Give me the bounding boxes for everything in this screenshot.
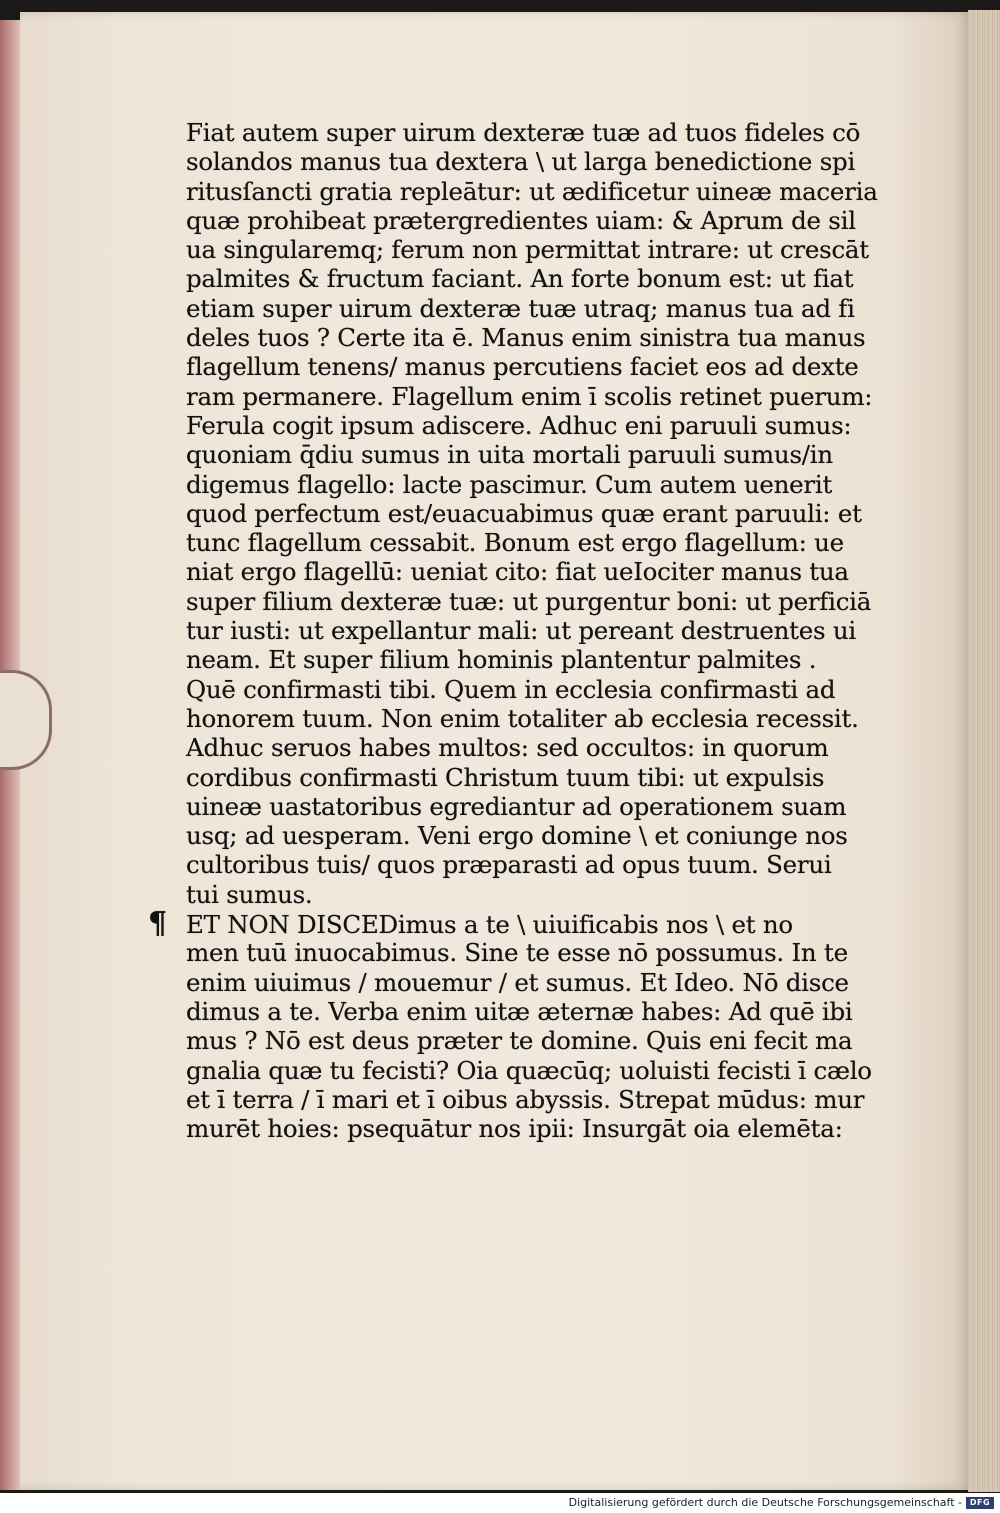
text-line: Ferula cogit ipsum adiscere. Adhuc eni paruuli sumus:	[186, 410, 852, 440]
page-stack-edge	[968, 10, 1000, 1492]
paragraph-mark: ¶	[148, 906, 167, 942]
text-line: palmites & fructum faciant. An forte bonum est: ut fiat	[186, 264, 854, 294]
text-line: men tuū inuocabimus. Sine te esse nō possumus. In te	[186, 938, 848, 968]
text-line: niat ergo flagellū: ueniat cito: fiat ueIociter manus tua	[186, 557, 849, 587]
text-line: solandos manus tua dextera \ ut larga benedictione spi	[186, 147, 856, 177]
text-line: et ī terra / ī mari et ī oibus abyssis. Strepat mūdus: mur	[186, 1084, 865, 1114]
text-line: Adhuc seruos habes multos: sed occultos: in quorum	[186, 733, 829, 763]
text-line: ritusſancti gratia repleātur: ut ædificetur uineæ maceria	[186, 176, 878, 206]
text-line: tunc flagellum cessabit. Bonum est ergo flagellum: ue	[186, 528, 844, 558]
text-line: murēt hoies: psequātur nos ipii: Insurgāt oia elemēta:	[186, 1114, 843, 1144]
text-line: cordibus confirmasti Christum tuum tibi: ut expulsis	[186, 762, 825, 792]
text-line: etiam super uirum dexteræ tuæ utraq; manus tua ad fi	[186, 293, 855, 323]
dfg-logo: DFG	[966, 1497, 994, 1509]
text-line: ram permanere. Flagellum enim ī scolis retinet puerum:	[186, 381, 873, 411]
text-line: dimus a te. Verba enim uitæ æternæ habes: Ad quē ibi	[186, 996, 853, 1026]
footer-bar	[0, 1493, 1000, 1513]
text-line: quoniam q̄diu sumus in uita mortali paruuli sumus/in	[186, 440, 833, 470]
page-text	[148, 118, 878, 1144]
text-line	[148, 906, 866, 942]
text-line: digemus flagello: lacte pascimur. Cum autem uenerit	[186, 469, 833, 499]
footer-credit: Digitalisierung gefördert durch die Deutsche Forschungsgemeinschaft -	[568, 1496, 962, 1509]
text-line: super filium dexteræ tuæ: ut purgentur boni: ut perficiā	[186, 586, 872, 616]
text-line: cultoribus tuis/ quos præparasti ad opus tuum. Serui	[186, 850, 832, 880]
text-line: quæ prohibeat prætergredientes uiam: & Aprum de sil	[186, 205, 856, 235]
text-line: gnalia quæ tu fecisti? Oia quæcūq; uoluisti fecisti ī cælo	[186, 1055, 872, 1085]
text-line: mus ? Nō est deus præter te domine. Quis eni fecit ma	[186, 1026, 853, 1056]
text-line: usq; ad uesperam. Veni ergo domine \ et coniunge nos	[186, 821, 848, 851]
text-line: uineæ uastatoribus egrediantur ad operationem suam	[186, 791, 847, 821]
text-line: tur iusti: ut expellantur mali: ut pereant destruentes ui	[186, 616, 856, 646]
text-line: Fiat autem super uirum dexteræ tuæ ad tuos fideles cō	[186, 118, 861, 147]
text-line: quod perfectum est/euacuabimus quæ erant paruuli: et	[186, 498, 862, 528]
text-line-content: ET NON DISCEDimus a te \ uiuificabis nos \ et no	[186, 910, 793, 940]
text-line: tui sumus.	[186, 879, 313, 909]
text-line: neam. Et super filium hominis plantentur palmites .	[186, 645, 817, 675]
text-line: ua singularemq; ferum non permittat intrare: ut crescāt	[186, 235, 869, 265]
text-line: flagellum tenens/ manus percutiens faciet eos ad dexte	[186, 352, 859, 382]
text-line: honorem tuum. Non enim totaliter ab ecclesia recessit.	[186, 703, 859, 733]
text-line: deles tuos ? Certe ita ē. Manus enim sinistra tua manus	[186, 323, 866, 353]
text-line: Quē confirmasti tibi. Quem in ecclesia confirmasti ad	[186, 674, 836, 704]
text-line: enim uiuimus / mouemur / et sumus. Et Ideo. Nō disce	[186, 967, 849, 997]
